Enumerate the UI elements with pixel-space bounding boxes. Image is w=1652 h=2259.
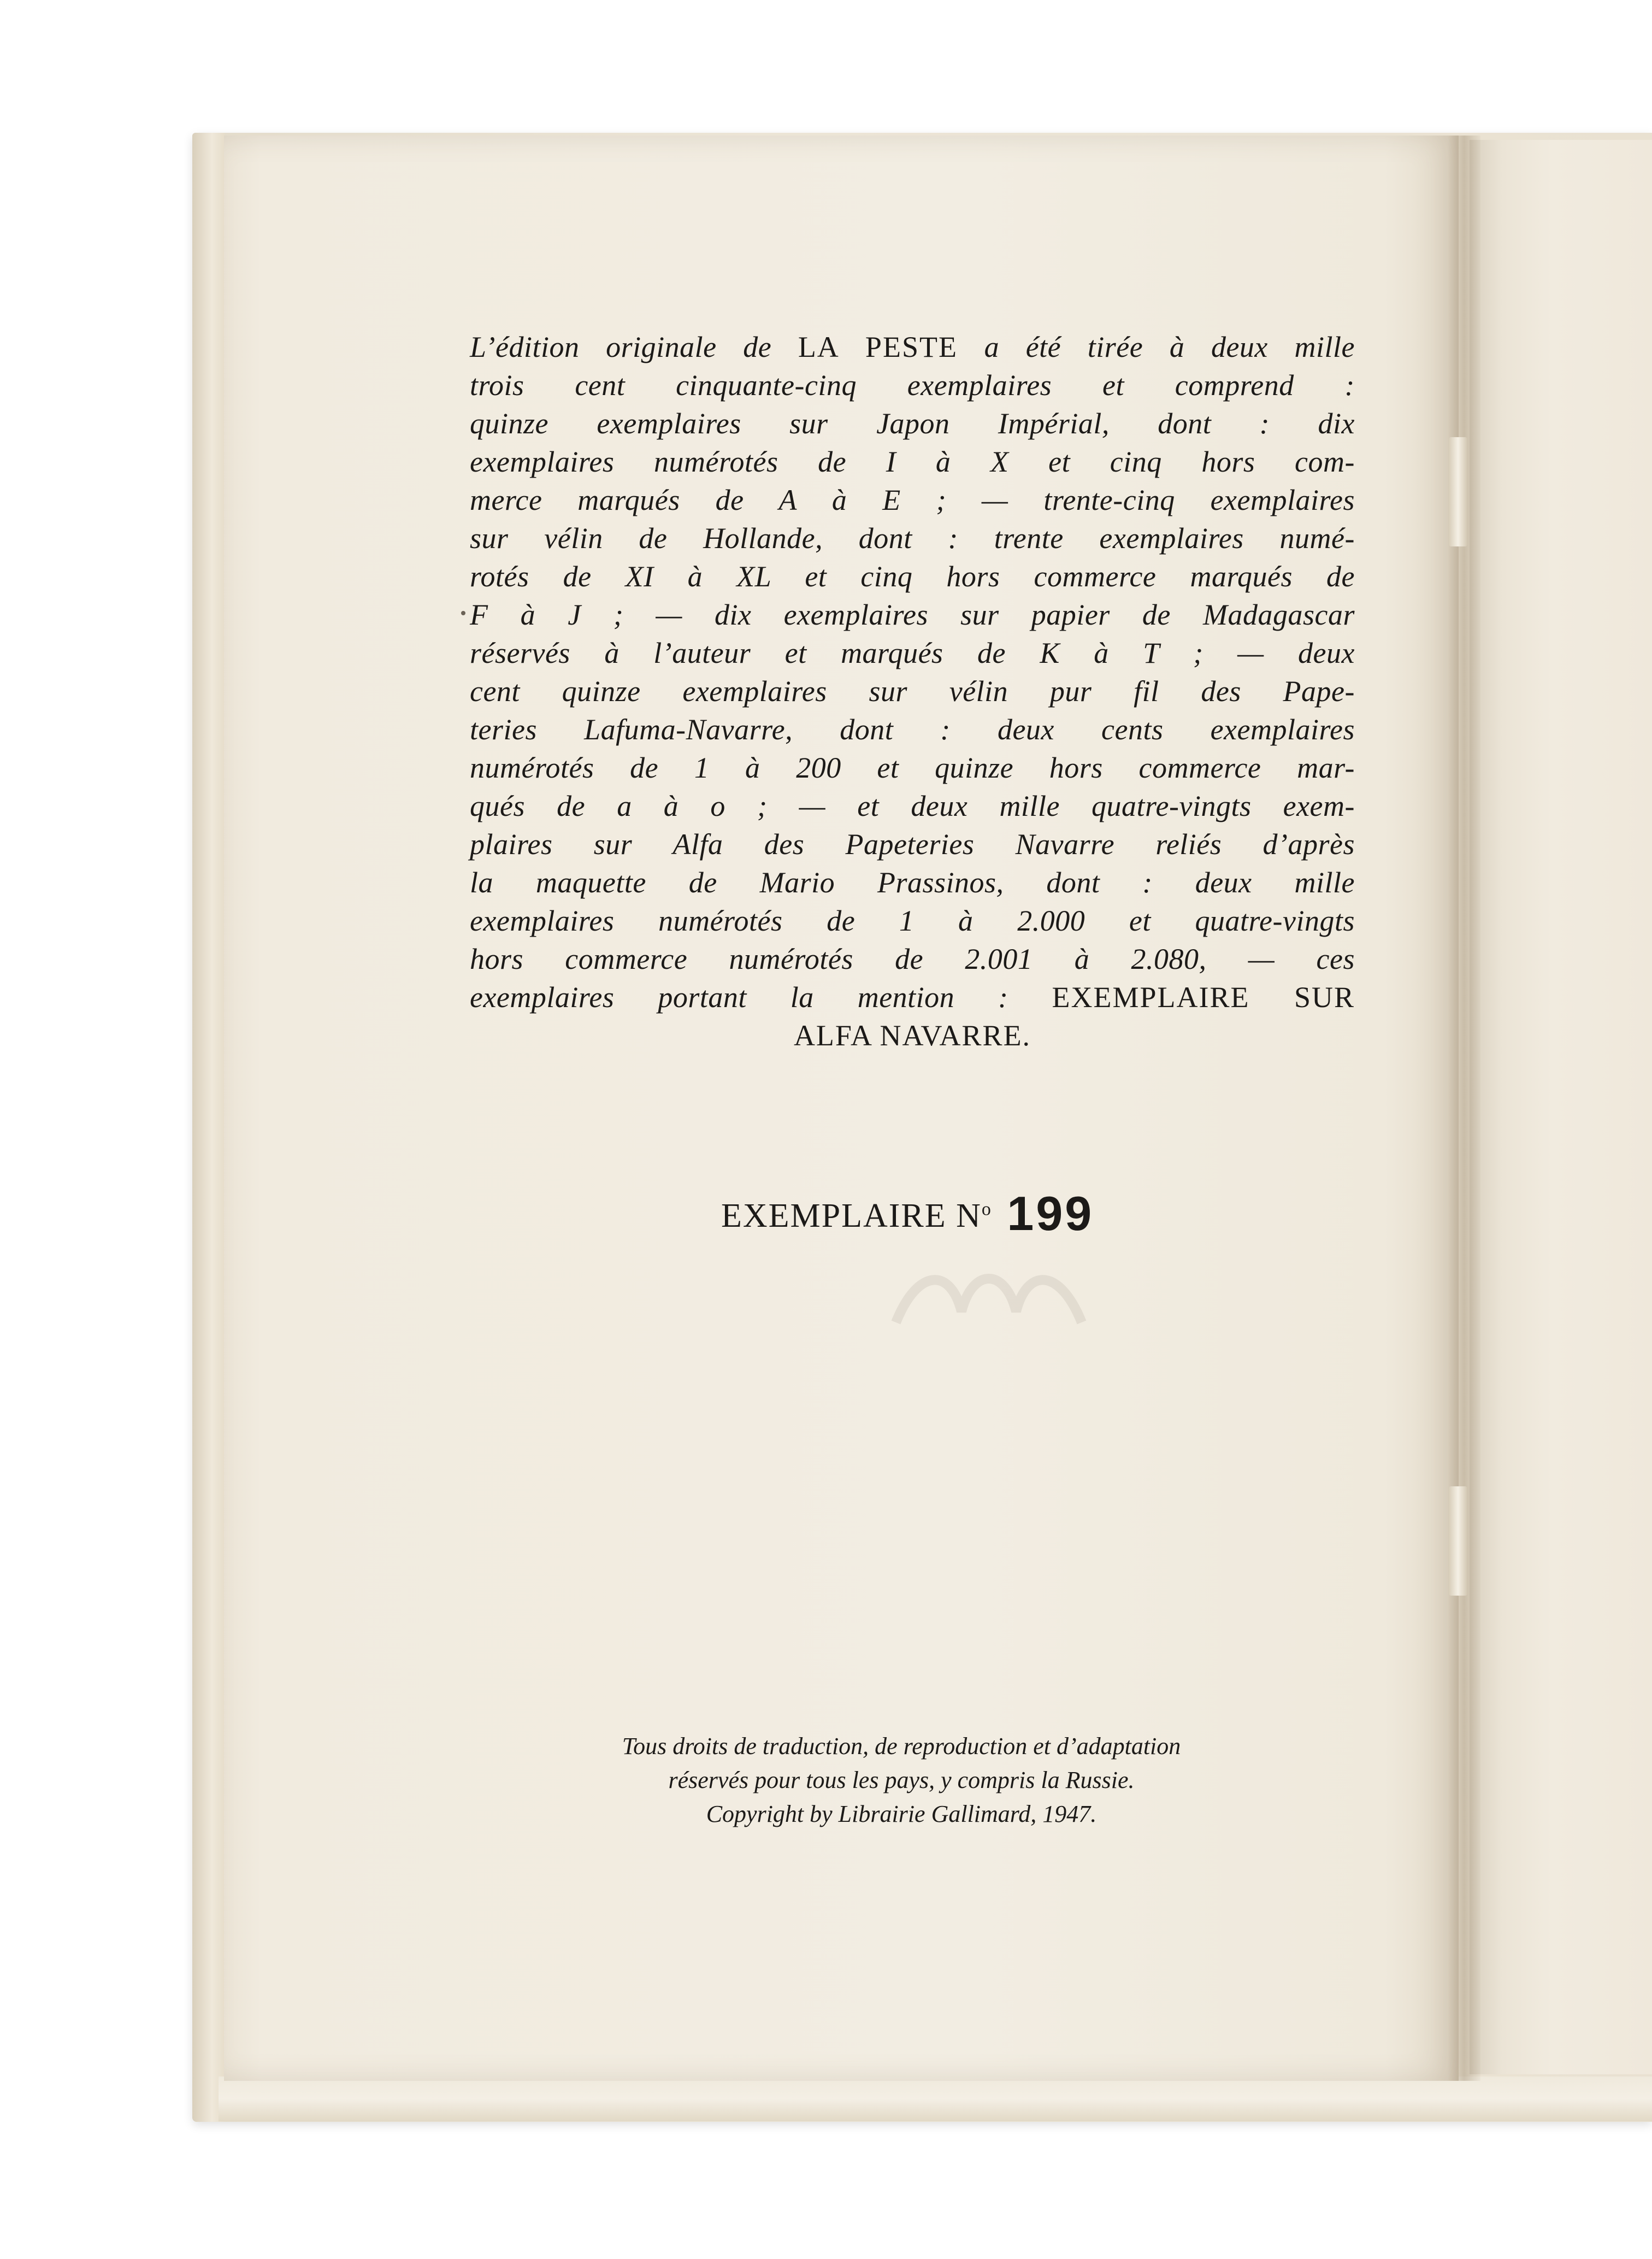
justification-line: F à J ; — dix exemplaires sur papier de Madagascar xyxy=(470,598,1355,631)
binding-stitch xyxy=(1449,437,1467,546)
copyright-line-2: réservés pour tous les pays, y compris la Russie. xyxy=(668,1767,1135,1793)
justification-line: quinze exemplaires sur Japon Impérial, dont : dix xyxy=(470,407,1355,440)
justification-line: trois cent cinquante-cinq exemplaires et comprend : xyxy=(470,369,1355,402)
justification-line: cent quinze exemplaires sur vélin pur fil des Pape- xyxy=(470,675,1355,708)
facing-page xyxy=(1470,140,1652,2074)
justification-line: exemplaires portant la mention : EXEMPLAIRE SUR xyxy=(470,981,1355,1014)
cover-edge xyxy=(192,133,225,2122)
justification-line: hors commerce numérotés de 2.001 à 2.080, — ces xyxy=(470,943,1355,975)
exemplaire-value: 199 xyxy=(1007,1186,1094,1240)
justification-line: exemplaires numérotés de I à X et cinq hors com- xyxy=(470,445,1355,478)
page-speck xyxy=(461,611,465,615)
justification-de-tirage xyxy=(470,328,1355,1055)
copyright-notice xyxy=(459,1729,1344,1831)
binding-stitch xyxy=(1449,1486,1467,1596)
exemplaire-superscript: o xyxy=(981,1199,992,1220)
justification-line: la maquette de Mario Prassinos, dont : deux mille xyxy=(470,866,1355,899)
justification-line: L’édition originale de LA PESTE a été tirée à deux mille xyxy=(470,331,1355,363)
show-through-shape xyxy=(656,1257,1311,1344)
copyright-line-3: Copyright by Librairie Gallimard, 1947. xyxy=(706,1801,1097,1827)
justification-line: rotés de XI à XL et cinq hors commerce marqués de xyxy=(470,560,1355,593)
justification-line: réservés à l’auteur et marqués de K à T ; — deux xyxy=(470,637,1355,669)
justification-line: ALFA NAVARRE. xyxy=(793,1019,1031,1052)
justification-line: plaires sur Alfa des Papeteries Navarre reliés d’après xyxy=(470,828,1355,861)
page-gutter xyxy=(1448,136,1480,2081)
justification-line: merce marqués de A à E ; — trente-cinq exemplaires xyxy=(470,484,1355,516)
justification-line: teries Lafuma-Navarre, dont : deux cents exemplaires xyxy=(470,713,1355,746)
copyright-line-1: Tous droits de traduction, de reproduction et d’adaptation xyxy=(622,1733,1181,1760)
justification-line: qués de a à o ; — et deux mille quatre-vingts exem- xyxy=(470,790,1355,822)
exemplaire-number xyxy=(721,1186,1213,1242)
justification-line: exemplaires numérotés de 1 à 2.000 et quatre-vingts xyxy=(470,904,1355,937)
justification-line: sur vélin de Hollande, dont : trente exemplaires numé- xyxy=(470,522,1355,555)
exemplaire-label: EXEMPLAIRE N xyxy=(721,1197,982,1234)
justification-line: numérotés de 1 à 200 et quinze hors commerce mar- xyxy=(470,751,1355,784)
cover-bottom-edge xyxy=(219,2076,1652,2121)
